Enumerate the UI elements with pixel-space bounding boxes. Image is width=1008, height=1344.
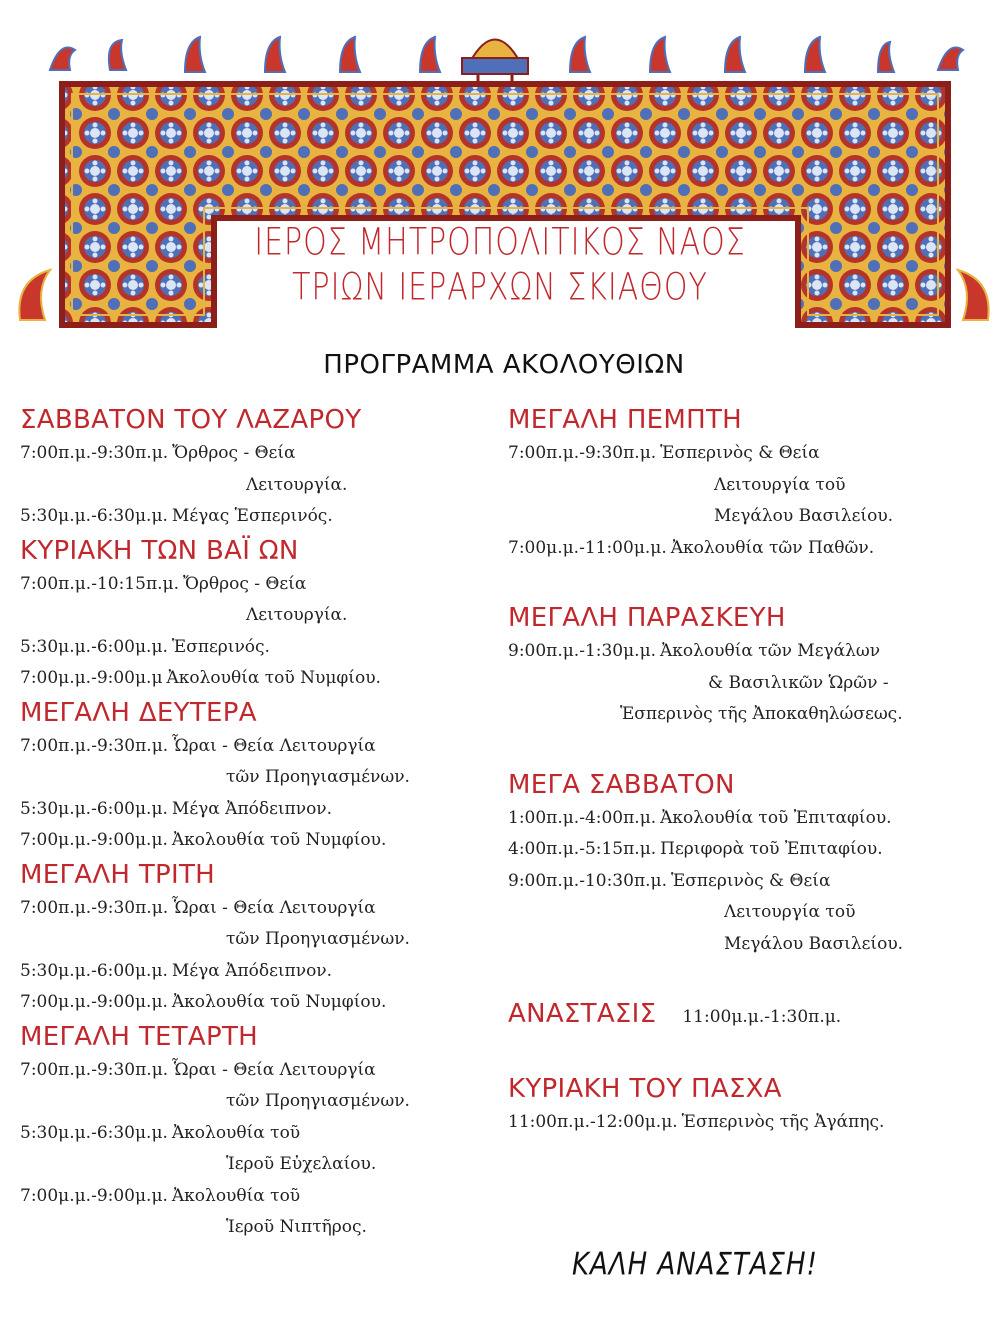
day-title: ΣΑΒΒΑΤΟΝ ΤΟΥ ΛΑΖΑΡΟΥ: [20, 405, 362, 435]
service-desc-cont: Ἱεροῦ Νιπτῆρος.: [226, 1217, 367, 1237]
service-desc-cont: Λειτουργία.: [246, 605, 348, 625]
service-desc-cont: Λειτουργία τοῦ: [714, 474, 846, 495]
day-holy-monday: [20, 695, 490, 857]
service-desc-cont: Ἱεροῦ Εὐχελαίου.: [226, 1154, 377, 1174]
service-desc: Περιφορὰ τοῦ Ἐπιταφίου.: [660, 839, 883, 859]
service-desc: Ἑσπερινὸς & Θεία: [660, 443, 820, 463]
spacer: [508, 564, 998, 600]
service-time: 5:30μ.μ.-6:00μ.μ.: [20, 960, 168, 981]
service-entry: [20, 1118, 490, 1150]
day-palm-sunday: [20, 533, 490, 695]
service-entry: [508, 803, 998, 835]
program-title: ΠΡΟΓΡΑΜΜΑ ΑΚΟΛΟΥΘΙΩΝ: [323, 350, 685, 380]
service-desc: Ἀκολουθία τοῦ: [171, 1185, 301, 1206]
service-entry: [20, 501, 490, 533]
service-desc-cont: τῶν Προηγιασμένων.: [226, 767, 410, 787]
service-entry: [20, 956, 490, 988]
service-entry: [508, 1107, 998, 1139]
service-desc-cont: & Βασιλικῶν Ὡρῶν -: [708, 672, 889, 693]
easter-greeting: ΚΑΛΗ ΑΝΑΣΤΑΣΗ!: [572, 1247, 818, 1283]
service-entry: [508, 834, 998, 866]
service-desc-cont: Μεγάλου Βασιλείου.: [724, 933, 904, 954]
service-time: 5:30μ.μ.-6:00μ.μ.: [20, 798, 168, 819]
service-entry: [20, 731, 490, 763]
service-time: 7:00π.μ.-9:30π.μ.: [20, 443, 169, 463]
service-time: 11:00π.μ.-12:00μ.μ.: [508, 1112, 678, 1132]
service-desc: Μέγα Ἀπόδειπνον.: [171, 798, 333, 819]
service-desc: Ὧραι - Θεία Λειτουργία: [172, 1059, 376, 1080]
service-time: 9:00π.μ.-10:30π.μ.: [508, 870, 667, 891]
service-desc-cont: Λειτουργία τοῦ: [724, 902, 856, 922]
service-time: 7:00π.μ.-9:30π.μ.: [20, 735, 169, 756]
service-desc: Ὄρθρος - Θεία: [182, 573, 307, 594]
day-anastasis: [508, 996, 998, 1035]
service-time: 7:00μ.μ.-9:00μ.μ.: [20, 830, 168, 850]
service-time: 7:00π.μ.-10:15π.μ.: [20, 573, 179, 594]
service-time: 7:00μ.μ.-9:00μ.μ.: [20, 992, 168, 1012]
service-desc-cont: Μεγάλου Βασιλείου.: [714, 506, 894, 526]
service-desc: Ἀκολουθία τοῦ Ἐπιταφίου.: [660, 807, 892, 828]
day-lazarus-saturday: [20, 402, 490, 533]
spacer: [508, 731, 998, 767]
service-entry: [508, 636, 998, 668]
schedule-left-column: [20, 402, 490, 1244]
day-holy-wednesday: [20, 1019, 490, 1244]
service-desc: Ἀκολουθία τῶν Μεγάλων: [660, 641, 881, 661]
day-title: ΚΥΡΙΑΚΗ ΤΟΥ ΠΑΣΧΑ: [508, 1074, 782, 1104]
service-entry: [20, 632, 490, 664]
service-time: 9:00π.μ.-1:30μ.μ.: [508, 641, 657, 661]
service-desc: Μέγα Ἀπόδειπνον.: [171, 960, 333, 981]
day-title: ΜΕΓΑΛΗ ΠΕΜΠΤΗ: [508, 405, 743, 435]
service-desc: Ὧραι - Θεία Λειτουργία: [172, 897, 376, 918]
day-title: ΜΕΓΑΛΗ ΔΕΥΤΕΡΑ: [20, 697, 257, 728]
service-desc-cont: Ἑσπερινὸς τῆς Ἀποκαθηλώσεως.: [620, 704, 903, 724]
service-time: 5:30μ.μ.-6:30μ.μ.: [20, 1122, 168, 1143]
schedule-right-column: [508, 402, 998, 1139]
service-time: 7:00π.μ.-9:30π.μ.: [508, 443, 657, 463]
service-desc: Ἀκολουθία τοῦ Νυμφίου.: [166, 668, 381, 688]
service-time: 7:00μ.μ.-11:00μ.μ.: [508, 537, 667, 558]
service-entry: [508, 533, 998, 565]
day-title: ΜΕΓΑ ΣΑΒΒΑΤΟΝ: [508, 769, 735, 800]
service-entry: [20, 569, 490, 601]
service-entry: [20, 1055, 490, 1087]
service-time: 7:00π.μ.-9:30π.μ.: [20, 1059, 169, 1080]
day-title: ΜΕΓΑΛΗ ΤΕΤΑΡΤΗ: [20, 1021, 259, 1052]
service-entry: [20, 663, 490, 695]
service-desc: Ἑσπερινὸς τῆς Ἀγάπης.: [681, 1112, 885, 1132]
service-desc: Ἀκολουθία τῶν Παθῶν.: [670, 537, 875, 558]
service-time: 1:00π.μ.-4:00π.μ.: [508, 807, 657, 828]
service-desc: Μέγας Ἑσπερινός.: [171, 506, 333, 526]
service-desc-cont: Λειτουργία.: [246, 474, 348, 495]
service-time: 7:00μ.μ.-9:00μ.μ.: [20, 1185, 168, 1206]
service-desc: Ἀκολουθία τοῦ Νυμφίου.: [171, 992, 387, 1012]
day-holy-tuesday: [20, 857, 490, 1019]
day-title: ΚΥΡΙΑΚΗ ΤΩΝ ΒΑΪ ΩΝ: [20, 535, 299, 566]
day-title: ΜΕΓΑΛΗ ΤΡΙΤΗ: [20, 859, 215, 890]
service-desc: Ἑσπερινός.: [171, 636, 270, 657]
header-title-line2: ΤΡΙΩΝ ΙΕΡΑΡΧΩΝ ΣΚΙΑΘΟΥ: [292, 265, 708, 310]
service-entry: [508, 438, 998, 470]
service-time: 4:00π.μ.-5:15π.μ.: [508, 839, 657, 859]
day-holy-thursday: [508, 402, 998, 564]
spacer: [508, 960, 998, 996]
service-desc-cont: τῶν Προηγιασμένων.: [226, 929, 410, 949]
day-title: ΑΝΑΣΤΑΣΙΣ: [508, 999, 657, 1029]
service-entry: [508, 866, 998, 898]
service-time: 5:30μ.μ.-6:30μ.μ.: [20, 506, 168, 526]
service-entry: [20, 987, 490, 1019]
service-desc: Ἑσπερινὸς & Θεία: [670, 870, 831, 891]
service-desc-cont: τῶν Προηγιασμένων.: [226, 1091, 410, 1111]
day-holy-saturday: [508, 767, 998, 961]
service-entry: [20, 825, 490, 857]
service-time: 7:00μ.μ.-9:00μ.μ: [20, 668, 163, 688]
service-entry: [20, 1181, 490, 1213]
day-title: ΜΕΓΑΛΗ ΠΑΡΑΣΚΕΥΗ: [508, 603, 786, 633]
service-entry: [20, 438, 490, 470]
service-entry: [20, 893, 490, 925]
service-desc: Ἀκολουθία τοῦ Νυμφίου.: [171, 830, 387, 850]
service-entry: [20, 794, 490, 826]
day-holy-friday: [508, 600, 998, 731]
service-desc: Ὧραι - Θεία Λειτουργία: [172, 735, 376, 756]
service-desc: Ὄρθρος - Θεία: [172, 443, 296, 463]
service-time: 11:00μ.μ.-1:30π.μ.: [682, 1007, 842, 1027]
service-desc: Ἀκολουθία τοῦ: [171, 1122, 301, 1143]
header-title-line1: ΙΕΡΟΣ ΜΗΤΡΟΠΟΛΙΤΙΚΟΣ ΝΑΟΣ: [254, 220, 746, 265]
day-easter-sunday: [508, 1071, 998, 1139]
spacer: [508, 1035, 998, 1071]
service-time: 5:30μ.μ.-6:00μ.μ.: [20, 636, 168, 657]
service-time: 7:00π.μ.-9:30π.μ.: [20, 897, 169, 918]
